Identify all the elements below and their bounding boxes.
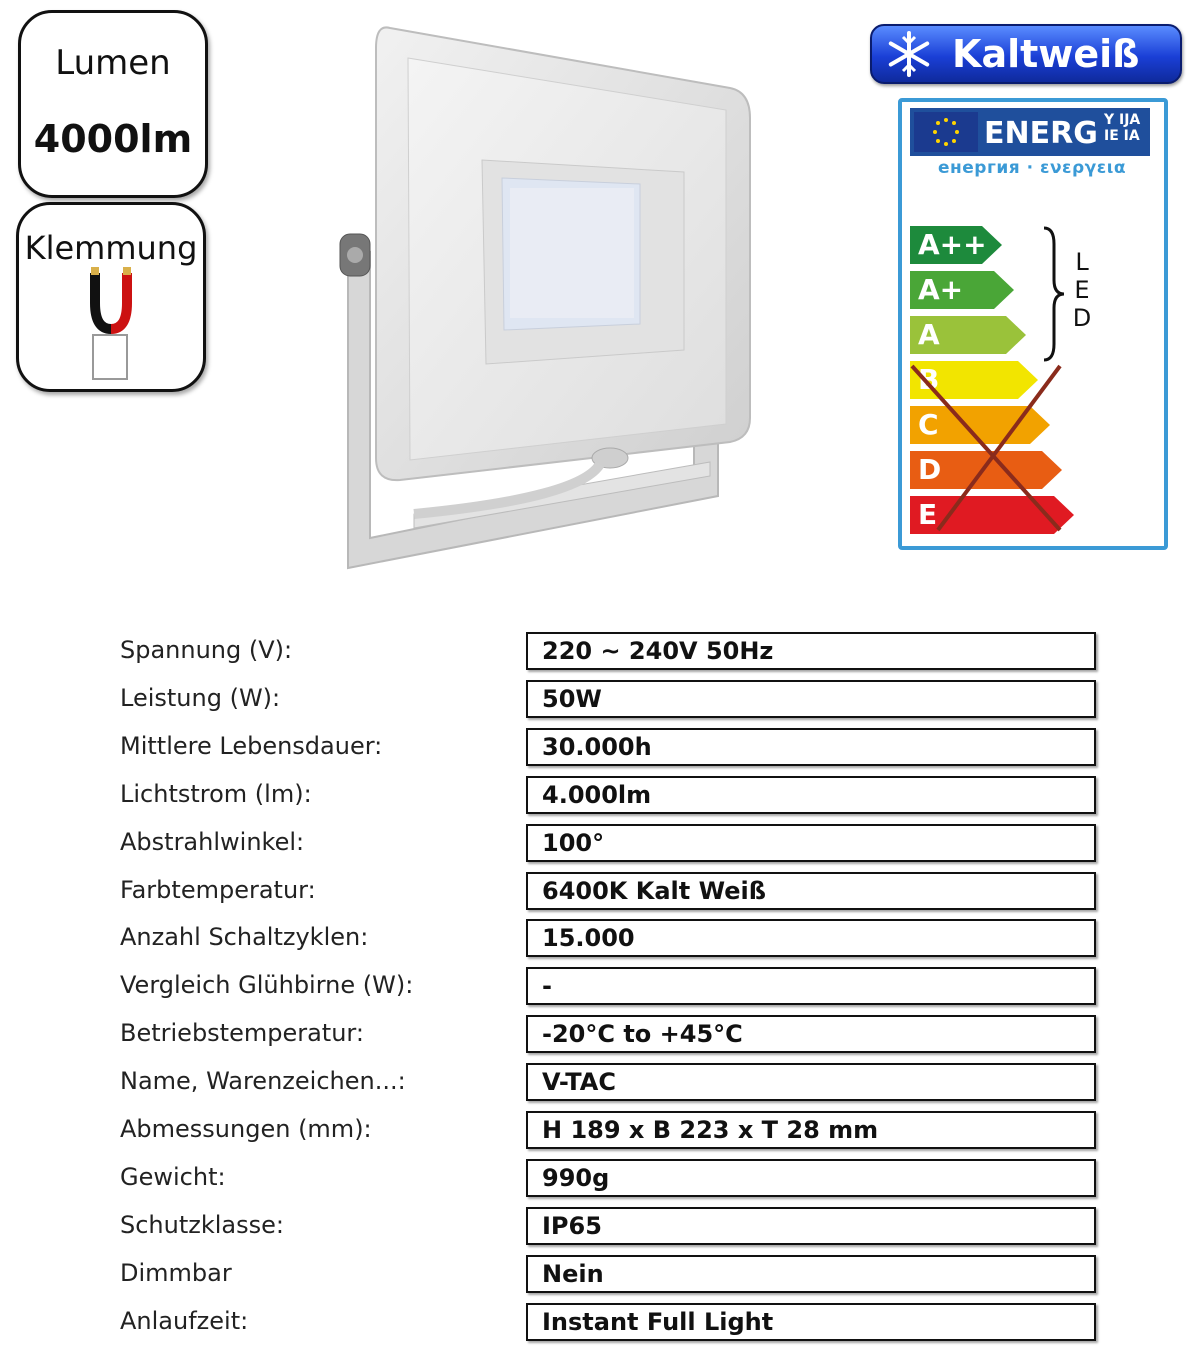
energy-label: [898, 98, 1168, 550]
led-label: [1072, 248, 1092, 332]
spec-label: Schutzklasse:: [120, 1210, 284, 1239]
lumen-value: 4000lm: [33, 117, 193, 161]
spec-value-box: [526, 728, 1096, 766]
spec-value: -20°C to +45°C: [542, 1020, 743, 1049]
spec-label: Spannung (V):: [120, 636, 293, 664]
energy-class-arrow: [910, 316, 1028, 354]
energy-class-label: A+: [918, 273, 964, 306]
spec-value-box: [526, 872, 1096, 910]
spec-label: Mittlere Lebensdauer:: [120, 731, 383, 760]
lumen-title: Lumen: [55, 43, 171, 83]
spec-row: [0, 1205, 1200, 1245]
spec-value: 990g: [542, 1163, 610, 1192]
spec-label: Anzahl Schaltzyklen:: [120, 923, 369, 952]
spec-row: [0, 917, 1200, 957]
spec-value-box: [526, 1255, 1096, 1293]
energy-class-label: A: [918, 318, 940, 351]
spec-value-box: [526, 1015, 1096, 1053]
energy-class-arrow: [910, 226, 1004, 264]
spec-value: Nein: [542, 1259, 604, 1288]
energy-subtitle: енергия · ενεργεια: [938, 158, 1126, 178]
spec-label: Vergleich Glühbirne (W):: [120, 971, 414, 1000]
spec-row: [0, 1109, 1200, 1149]
spec-value-box: [526, 1063, 1096, 1101]
spec-row: [0, 1013, 1200, 1053]
spec-value: V-TAC: [542, 1068, 616, 1097]
clamp-title: Klemmung: [24, 229, 198, 267]
spec-value: IP65: [542, 1211, 602, 1240]
led-letter: E: [1074, 276, 1090, 304]
spec-row: [0, 1253, 1200, 1293]
spec-value: 4.000lm: [542, 780, 652, 809]
led-bracket: [1040, 224, 1070, 364]
energy-class-label: C: [918, 408, 939, 441]
spec-value: 100°: [542, 828, 605, 857]
color-temperature-label: Kaltweiß: [952, 32, 1140, 76]
energy-class-arrow: [910, 271, 1016, 309]
energy-header-text: ENERG: [984, 116, 1098, 151]
spec-row: [0, 870, 1200, 910]
spec-value-box: [526, 1111, 1096, 1149]
spec-value: 30.000h: [542, 732, 652, 761]
energy-label-header: [910, 108, 1150, 156]
spec-value-box: [526, 1159, 1096, 1197]
energy-class-label: B: [918, 363, 940, 396]
spec-label: Anlaufzeit:: [120, 1306, 249, 1335]
spec-value-box: [526, 967, 1096, 1005]
spec-label: Betriebstemperatur:: [120, 1019, 364, 1048]
energy-class-label: A++: [918, 228, 987, 261]
spec-row: [0, 1061, 1200, 1101]
spec-value-box: [526, 824, 1096, 862]
energy-header-small: Y IJA IE IA: [1104, 112, 1141, 144]
spec-value-box: [526, 632, 1096, 670]
spec-label: Lichtstrom (lm):: [120, 779, 312, 808]
eu-flag-icon: [914, 112, 978, 152]
spec-row: [0, 774, 1200, 814]
led-letter: D: [1072, 304, 1092, 332]
spec-value-box: [526, 919, 1096, 957]
cable-clamp-icon: [79, 267, 143, 381]
spec-label: Leistung (W):: [120, 683, 281, 712]
spec-row: [0, 630, 1200, 670]
spec-row: [0, 726, 1200, 766]
clamp-badge: [16, 202, 206, 392]
spec-row: [0, 965, 1200, 1005]
spec-label: Dimmbar: [120, 1258, 232, 1287]
spec-label: Gewicht:: [120, 1162, 226, 1191]
spec-row: [0, 678, 1200, 718]
floodlight-image: [330, 18, 760, 588]
spec-value: 220 ~ 240V 50Hz: [542, 637, 774, 665]
spec-value: Instant Full Light: [542, 1307, 774, 1336]
spec-label: Farbtemperatur:: [120, 875, 316, 904]
spec-value: 15.000: [542, 924, 635, 953]
spec-value-box: [526, 1303, 1096, 1341]
spec-label: Name, Warenzeichen...:: [120, 1067, 406, 1096]
snowflake-icon: [884, 29, 934, 79]
lumen-badge: [18, 10, 208, 198]
energy-class-label: D: [918, 453, 942, 486]
spec-label: Abstrahlwinkel:: [120, 827, 305, 856]
spec-label: Abmessungen (mm):: [120, 1115, 372, 1143]
spec-value-box: [526, 1207, 1096, 1245]
spec-value: 6400K Kalt Weiß: [542, 876, 766, 905]
spec-row: [0, 1157, 1200, 1197]
color-temperature-badge: [870, 24, 1182, 84]
spec-value: H 189 x B 223 x T 28 mm: [542, 1116, 879, 1144]
spec-value: -: [542, 972, 552, 1001]
spec-value-box: [526, 680, 1096, 718]
energy-class-label: E: [918, 498, 938, 531]
cross-out-mark: [908, 360, 1068, 536]
spec-value: 50W: [542, 684, 602, 713]
spec-row: [0, 822, 1200, 862]
led-letter: L: [1075, 248, 1089, 276]
spec-row: [0, 1301, 1200, 1341]
spec-value-box: [526, 776, 1096, 814]
